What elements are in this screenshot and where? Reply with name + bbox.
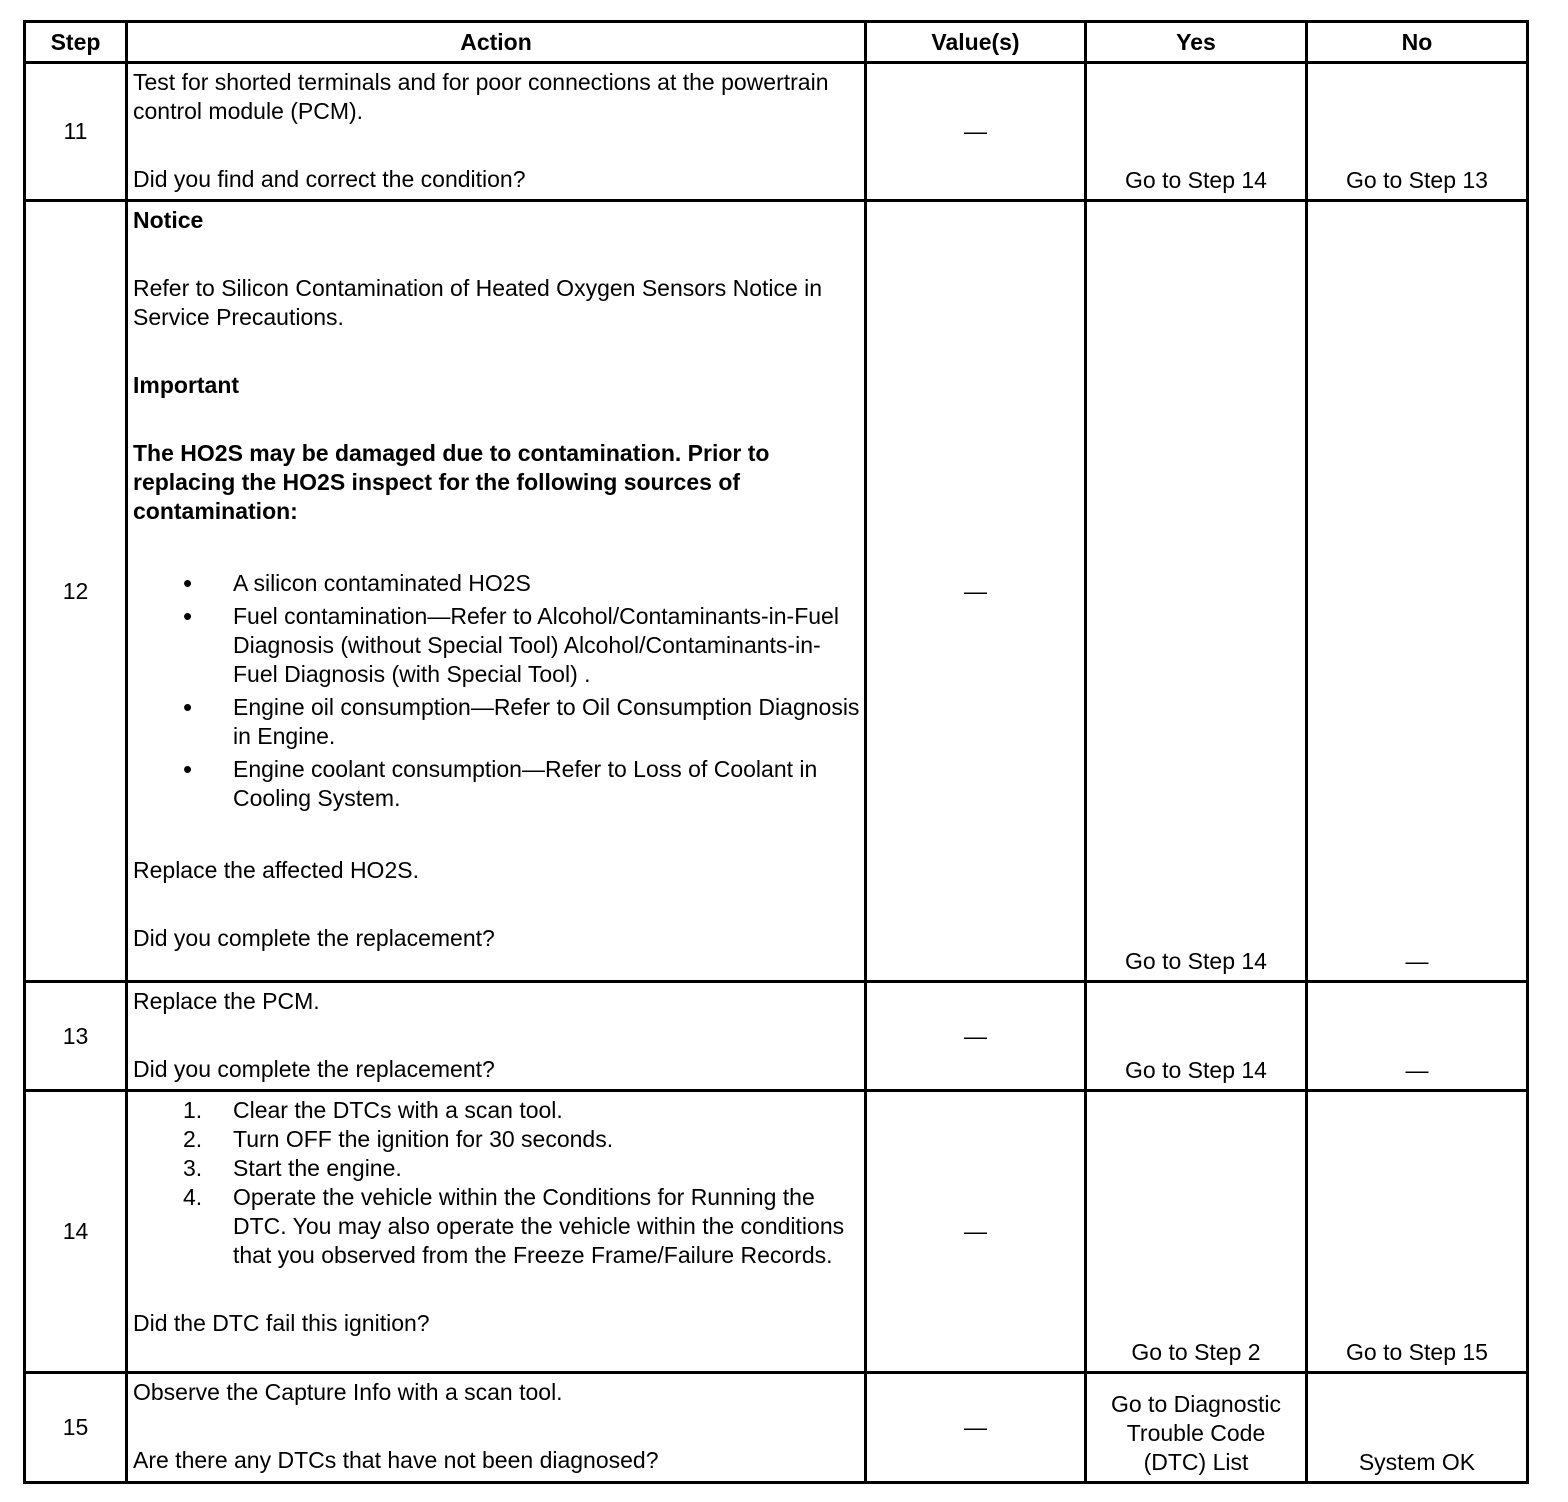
action-instruction: Replace the affected HO2S. (133, 857, 419, 883)
yes-cell: Go to Step 14 (1086, 63, 1307, 201)
list-number: 4. (183, 1184, 203, 1210)
bullet-icon: • (183, 568, 193, 598)
action-cell (127, 201, 866, 982)
list-item (133, 569, 860, 598)
action-question: Did you complete the replacement? (133, 1056, 495, 1082)
header-no: No (1307, 22, 1528, 63)
list-item (133, 1154, 860, 1183)
table-row (25, 63, 1528, 201)
important-heading: Important (133, 372, 240, 398)
bullet-icon: • (183, 754, 193, 784)
action-cell (127, 1091, 866, 1373)
header-values: Value(s) (866, 22, 1086, 63)
bullet-icon: • (183, 601, 193, 631)
header-action: Action (127, 22, 866, 63)
important-text: The HO2S may be damaged due to contamination. Prior to replacing the HO2S inspect for the following sources of contamination: (133, 440, 770, 524)
list-item (133, 1125, 860, 1154)
value-cell: — (866, 1373, 1086, 1483)
table-row (25, 201, 1528, 982)
contamination-list (133, 569, 860, 813)
no-cell: — (1307, 201, 1528, 982)
list-number: 3. (183, 1155, 203, 1181)
step-number: 11 (25, 63, 127, 201)
action-question: Are there any DTCs that have not been diagnosed? (133, 1447, 659, 1473)
value-cell: — (866, 201, 1086, 982)
yes-cell: Go to Step 14 (1086, 201, 1307, 982)
list-item (133, 693, 860, 751)
list-item (133, 1096, 860, 1125)
header-step: Step (25, 22, 127, 63)
yes-cell: Go to Step 2 (1086, 1091, 1307, 1373)
yes-cell: Go to Step 14 (1086, 982, 1307, 1091)
table-row (25, 1091, 1528, 1373)
list-item-text: Engine oil consumption—Refer to Oil Consumption Diagnosis in Engine. (233, 694, 860, 749)
action-question: Did the DTC fail this ignition? (133, 1310, 430, 1336)
value-cell: — (866, 63, 1086, 201)
list-item-text: Engine coolant consumption—Refer to Loss of Coolant in Cooling System. (233, 756, 818, 811)
step-number: 12 (25, 201, 127, 982)
action-question: Did you complete the replacement? (133, 925, 495, 951)
action-text: Replace the PCM. (133, 988, 320, 1014)
no-cell: Go to Step 15 (1307, 1091, 1528, 1373)
action-text: Observe the Capture Info with a scan tool. (133, 1379, 563, 1405)
no-cell: — (1307, 982, 1528, 1091)
list-item (133, 602, 860, 689)
no-cell: System OK (1307, 1373, 1528, 1483)
action-cell (127, 982, 866, 1091)
bullet-icon: • (183, 692, 193, 722)
list-item-text: Operate the vehicle within the Conditions for Running the DTC. You may also operate the vehicle within the conditions that you observed from the Freeze Frame/Failure Records. (233, 1184, 845, 1268)
table-row (25, 1373, 1528, 1483)
list-item-text: Start the engine. (233, 1155, 402, 1181)
step-number: 15 (25, 1373, 127, 1483)
procedure-list (133, 1096, 860, 1270)
list-item-text: A silicon contaminated HO2S (233, 570, 531, 596)
list-item (133, 755, 860, 813)
step-number: 14 (25, 1091, 127, 1373)
list-item (133, 1183, 860, 1270)
notice-heading: Notice (133, 207, 204, 233)
diagnostic-table (23, 20, 1529, 1484)
header-row (25, 22, 1528, 63)
notice-text: Refer to Silicon Contamination of Heated Oxygen Sensors Notice in Service Precautions. (133, 275, 823, 330)
list-number: 2. (183, 1126, 203, 1152)
list-item-text: Clear the DTCs with a scan tool. (233, 1097, 563, 1123)
yes-cell: Go to Diagnostic Trouble Code (DTC) List (1086, 1373, 1307, 1483)
step-number: 13 (25, 982, 127, 1091)
list-number: 1. (183, 1097, 203, 1123)
header-yes: Yes (1086, 22, 1307, 63)
list-item-text: Fuel contamination—Refer to Alcohol/Contaminants-in-Fuel Diagnosis (without Special Tool) Alcohol/Contaminants-in-Fuel Diagnosis (with Special Tool) . (233, 603, 839, 687)
action-cell (127, 63, 866, 201)
table-row (25, 982, 1528, 1091)
action-text: Test for shorted terminals and for poor connections at the powertrain control module (PCM). (133, 69, 829, 124)
action-question: Did you find and correct the condition? (133, 166, 526, 192)
list-item-text: Turn OFF the ignition for 30 seconds. (233, 1126, 614, 1152)
value-cell: — (866, 1091, 1086, 1373)
no-cell: Go to Step 13 (1307, 63, 1528, 201)
action-cell (127, 1373, 866, 1483)
value-cell: — (866, 982, 1086, 1091)
